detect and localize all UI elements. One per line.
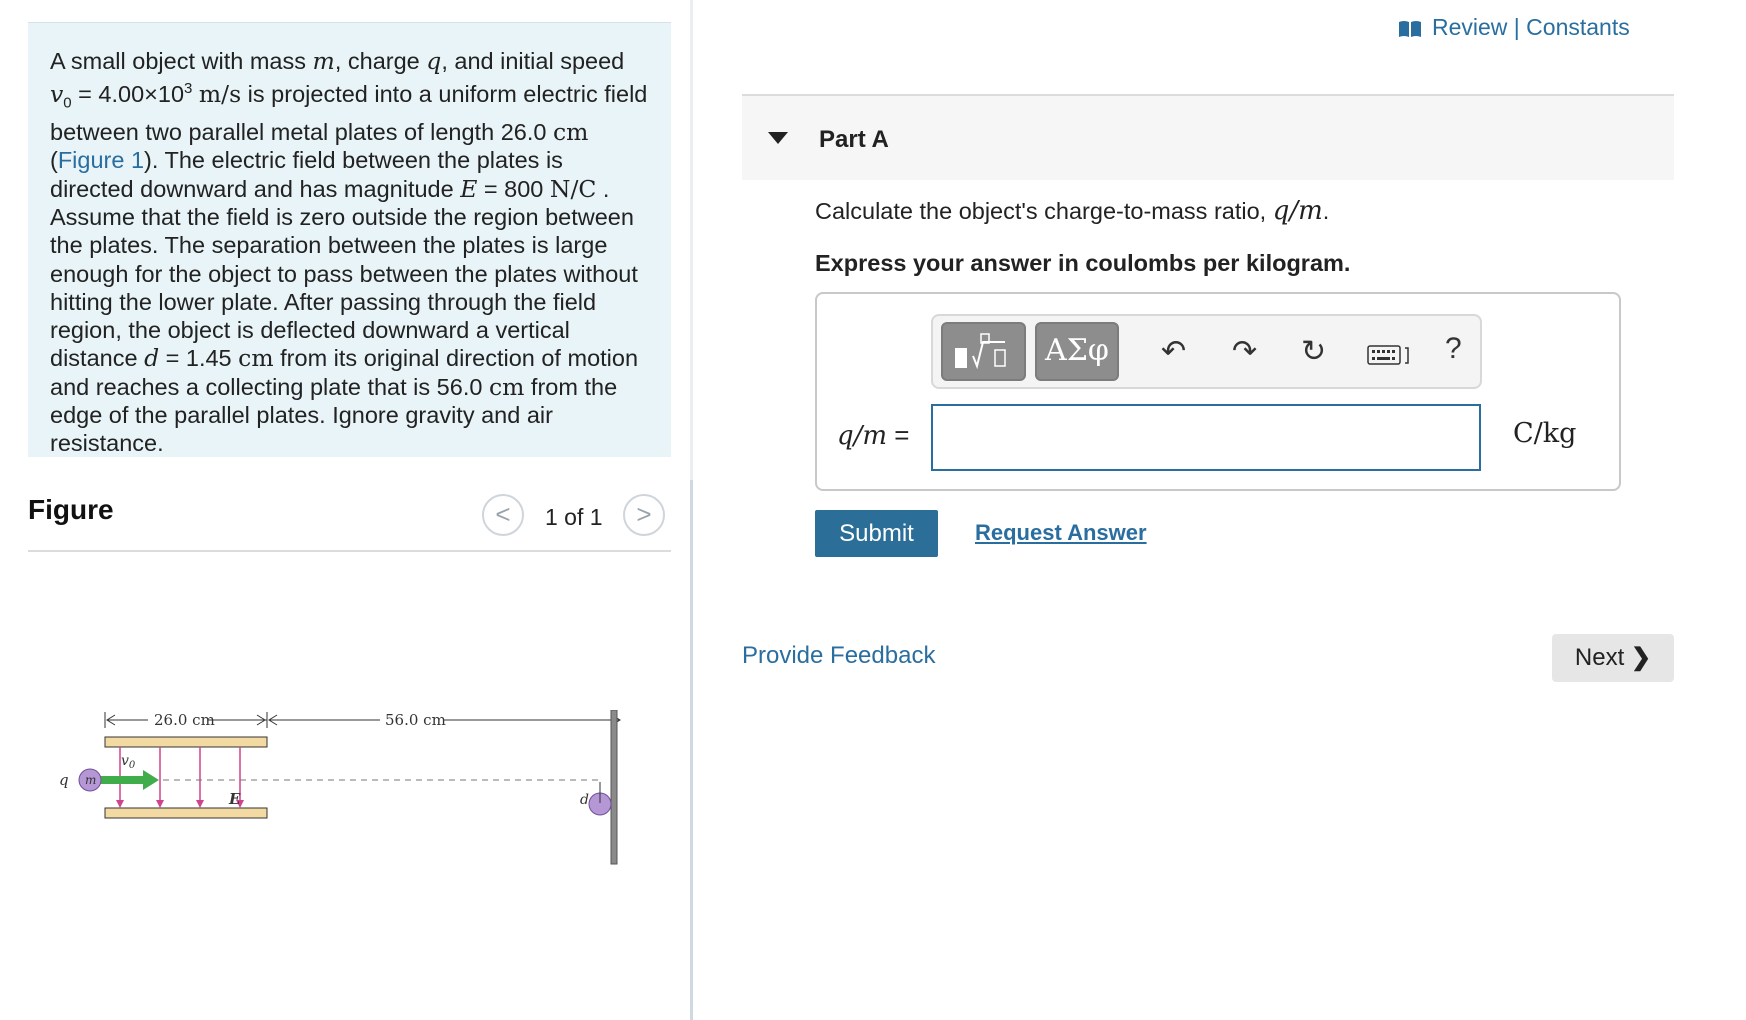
review-constants-link[interactable] — [1398, 14, 1630, 41]
problem-text: ( — [50, 147, 58, 174]
problem-text: = 800 — [477, 175, 550, 202]
velocity-arrowhead — [143, 770, 159, 790]
problem-text: is projected into a uniform electric field between two parallel metal plates of length 26.0 — [50, 81, 648, 146]
unit-cm: cm — [238, 344, 274, 373]
problem-statement — [28, 22, 671, 457]
answer-var: q/m — [837, 421, 888, 451]
templates-button[interactable] — [941, 322, 1026, 381]
keyboard-icon[interactable] — [1367, 340, 1411, 374]
answer-equals: = — [887, 420, 910, 450]
problem-text: , charge — [334, 48, 427, 74]
next-button[interactable] — [1552, 634, 1674, 682]
velocity-arrow — [100, 776, 145, 784]
figure-header — [28, 490, 671, 552]
label-d: d — [580, 792, 589, 808]
redo-icon[interactable]: ↷ — [1232, 335, 1258, 368]
review-constants-label: Review | Constants — [1432, 14, 1630, 40]
instructions: Express your answer in coulombs per kilogram. — [815, 250, 1351, 276]
label-56cm: 56.0 cm — [385, 711, 446, 729]
answer-input[interactable] — [931, 404, 1481, 471]
label-v0: $v_0$ — [121, 753, 136, 771]
label-q: q — [59, 771, 69, 789]
problem-text: . Assume that the field is zero outside the region between the plates. The separation between the plates is large enough for the object to pass between the plates without hitting the lower plate. After passing through the field region, the object is deflected downward a vertical distance — [50, 175, 638, 372]
problem-text: = 1.45 — [159, 345, 239, 372]
provide-feedback-link[interactable]: Provide Feedback — [742, 642, 936, 669]
submit-button[interactable]: Submit — [815, 510, 938, 557]
problem-text: = 4.00×10 — [71, 81, 185, 108]
problem-text: , and initial speed — [441, 48, 625, 74]
problem-text: A small object with mass — [50, 48, 313, 74]
book-icon — [1398, 20, 1422, 38]
bottom-plate — [105, 808, 267, 818]
exponent: 3 — [184, 80, 193, 98]
caret-down-icon[interactable] — [768, 132, 788, 144]
unit-ms: m/s — [198, 80, 242, 109]
collecting-plate — [611, 710, 617, 864]
figure-title: Figure — [28, 494, 114, 525]
top-plate — [105, 737, 267, 747]
problem-text: from the edge of the parallel plates. Ignore gravity and air resistance. — [50, 373, 618, 457]
request-answer-link[interactable]: Request Answer — [975, 520, 1147, 545]
problem-text: ). The electric field between the plates is directed downward and has magnitude — [50, 147, 563, 202]
unit-cm: cm — [488, 372, 525, 401]
figure-next-button[interactable]: > — [623, 494, 665, 536]
answer-label — [837, 420, 909, 451]
next-label: Next — [1574, 644, 1625, 671]
keyboard-glyph — [1367, 344, 1411, 366]
part-title: Part A — [819, 126, 889, 153]
label-m: m — [85, 773, 97, 787]
var-v0: v — [50, 80, 64, 109]
greek-symbols-button[interactable]: ΑΣφ — [1035, 322, 1119, 381]
left-panel — [0, 0, 690, 1020]
question-suffix: . — [1322, 198, 1330, 224]
field-arrowheads — [116, 800, 244, 808]
panel-divider — [690, 0, 693, 480]
problem-text: from its original direction of motion and reaches a collecting plate that is 56.0 — [50, 345, 639, 400]
part-a-header[interactable] — [742, 94, 1674, 180]
var-E: E — [460, 174, 478, 203]
unit-nc: N/C — [549, 174, 597, 203]
panel-divider — [690, 480, 693, 1020]
undo-icon[interactable]: ↶ — [1161, 335, 1187, 368]
var-m: m — [312, 47, 335, 75]
question-prefix: Calculate the object's charge-to-mass ratio, — [815, 198, 1273, 224]
chevron-right-icon: ❯ — [1630, 644, 1652, 671]
label-26cm: 26.0 cm — [154, 711, 215, 729]
unit-cm: cm — [552, 118, 589, 147]
question-text — [815, 196, 1329, 226]
question-var: q/m — [1272, 196, 1323, 226]
var-v0-sub: 0 — [63, 94, 72, 112]
figure-diagram — [55, 710, 635, 910]
figure-prev-button[interactable]: < — [482, 494, 524, 536]
math-toolbar — [931, 314, 1482, 389]
reset-icon[interactable]: ↻ — [1301, 335, 1327, 368]
figure-1-link[interactable]: Figure 1 — [57, 147, 145, 174]
var-d: d — [144, 344, 160, 373]
label-E: E — [229, 790, 241, 808]
help-icon[interactable]: ? — [1445, 332, 1462, 365]
figure-counter: 1 of 1 — [545, 504, 603, 530]
answer-unit: C/kg — [1513, 418, 1577, 449]
answer-box — [815, 292, 1621, 491]
template-icon — [943, 324, 1024, 379]
var-q: q — [426, 47, 442, 75]
